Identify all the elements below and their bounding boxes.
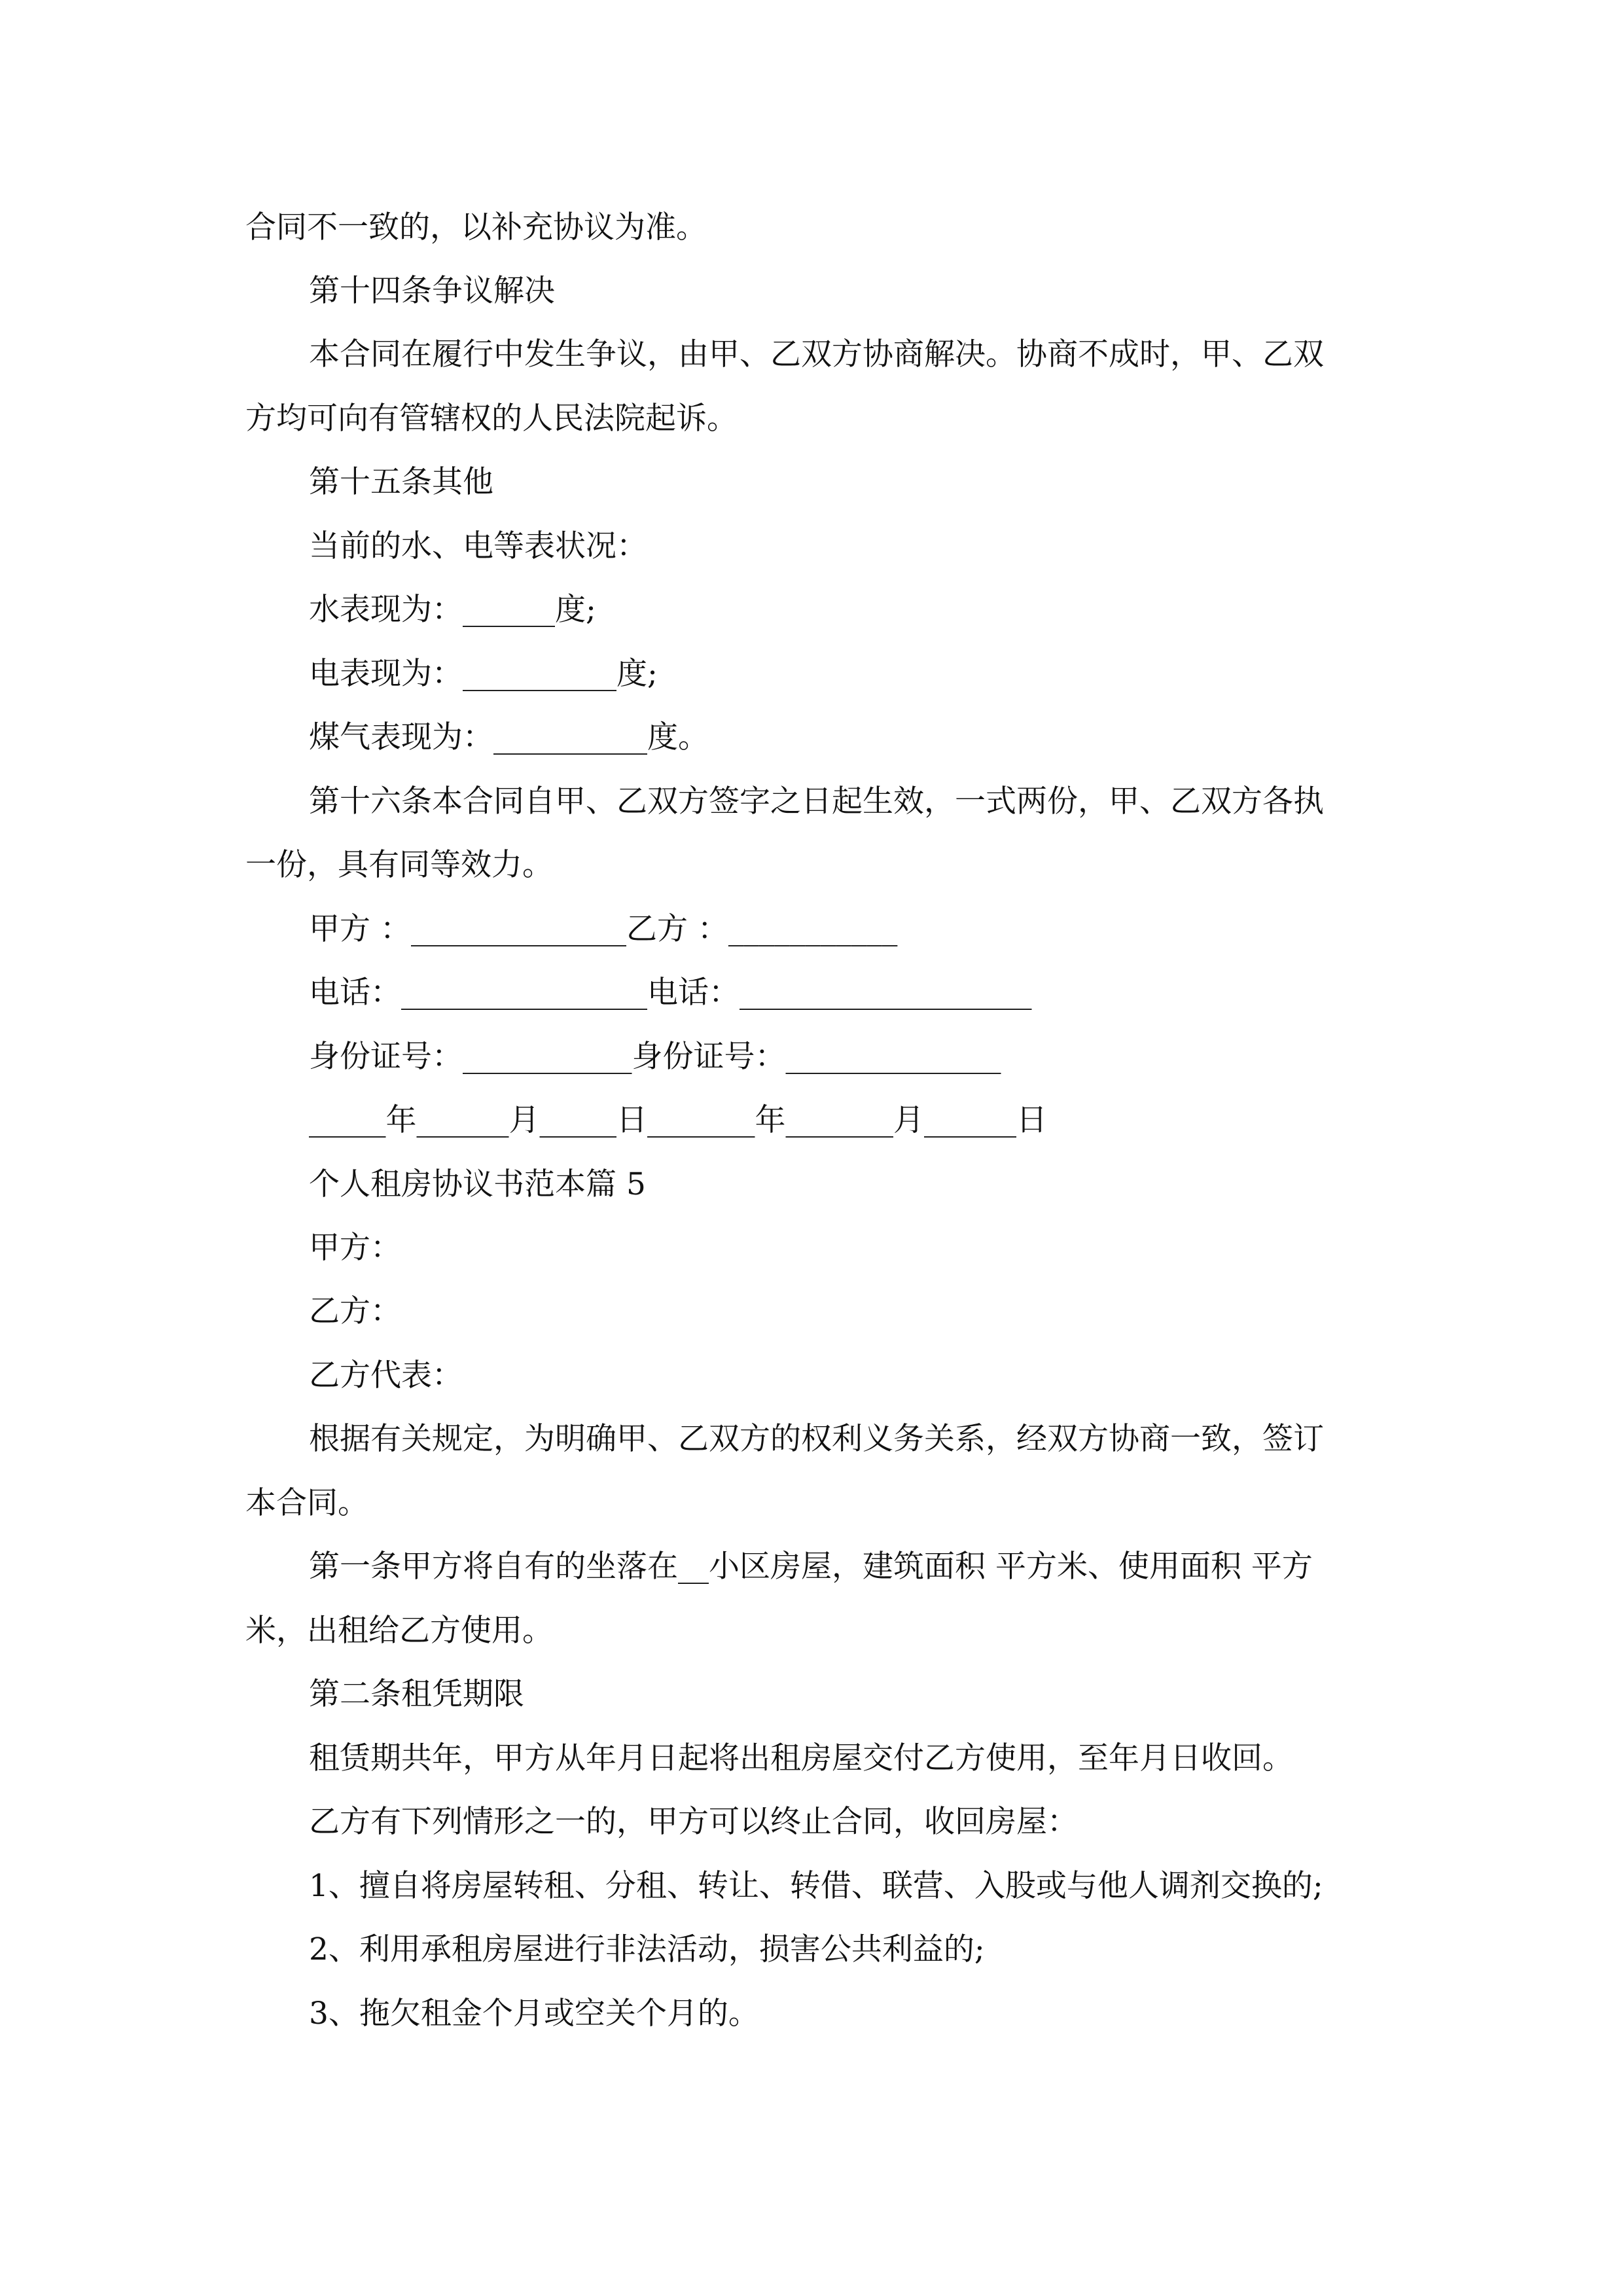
document-title: 个人租房协议书范本篇 5 [309,1166,646,1202]
text-line: 第一条甲方将自有的坐落在__小区房屋，建筑面积 平方米、使用面积 平方 [309,1549,1313,1585]
text-line: 煤气表现为：__________度。 [309,719,709,755]
section-heading: 第十四条争议解决 [309,273,555,309]
text-line: 水表现为：______度; [309,592,596,628]
list-item: 1、擅自将房屋转租、分租、转让、转借、联营、入股或与他人调剂交换的; [309,1868,1323,1904]
text-line: 本合同在履行中发生争议，由甲、乙双方协商解决。协商不成时，甲、乙双 [309,336,1324,372]
text-line: 乙方： [309,1293,401,1329]
text-line: 第十六条本合同自甲、乙双方签字之日起生效，一式两份，甲、乙双方各执 [309,783,1324,819]
text-line: 乙方代表： [309,1357,463,1393]
text-line: 方均可向有管辖权的人民法院起诉。 [245,401,738,437]
text-line: 电表现为：__________度; [309,656,658,692]
text-line: 米，出租给乙方使用。 [245,1613,553,1649]
section-heading: 第十五条其他 [309,464,493,500]
signature-line: 身份证号：___________身份证号：______________ [309,1039,1001,1075]
date-line: _____年______月_____日_______年_______月______日 [309,1102,1047,1138]
text-line: 本合同。 [245,1485,368,1521]
list-item: 3、拖欠租金个月或空关个月的。 [309,1996,759,2032]
text-line: 租赁期共年，甲方从年月日起将出租房屋交付乙方使用，至年月日收回。 [309,1740,1293,1776]
text-line: 当前的水、电等表状况： [309,528,647,564]
text-line: 合同不一致的，以补充协议为准。 [245,209,707,245]
list-item: 2、利用承租房屋进行非法活动，损害公共利益的; [309,1931,985,1967]
text-line: 一份，具有同等效力。 [245,847,553,883]
signature-line: 电话：________________电话：___________________ [309,975,1032,1011]
signature-line: 甲方 ：______________乙方 ：___________ [309,911,898,947]
section-heading: 第二条租凭期限 [309,1676,524,1712]
text-line: 乙方有下列情形之一的，甲方可以终止合同，收回房屋： [309,1804,1078,1840]
text-line: 甲方： [309,1230,401,1266]
text-line: 根据有关规定，为明确甲、乙双方的权利义务关系，经双方协商一致，签订 [309,1421,1324,1457]
